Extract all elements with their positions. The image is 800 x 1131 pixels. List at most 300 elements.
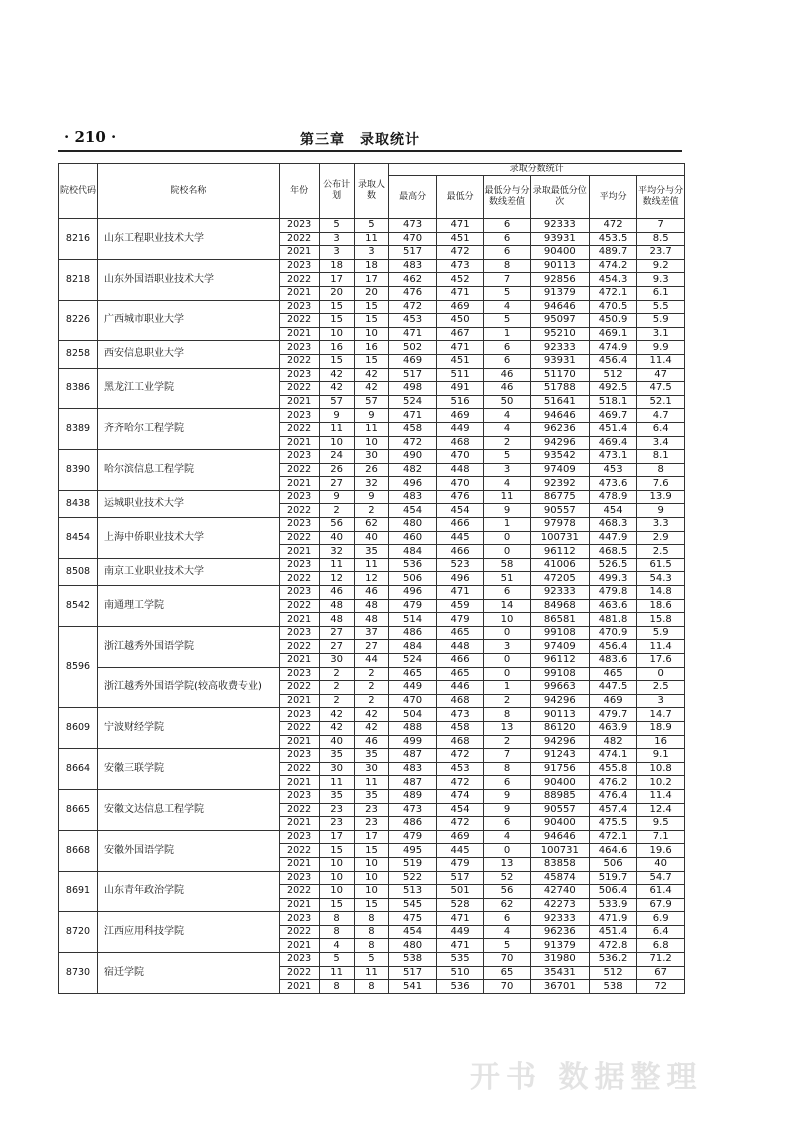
cell-min-diff: 6 [484, 219, 530, 233]
school-code: 8454 [59, 518, 98, 559]
cell-year: 2023 [279, 259, 319, 273]
cell-avg-score: 479.7 [589, 708, 636, 722]
cell-avg-score: 465 [589, 667, 636, 681]
cell-min-diff: 5 [484, 286, 530, 300]
cell-avg-diff: 52.1 [637, 395, 685, 409]
cell-min-rank: 90113 [530, 259, 589, 273]
cell-avg-score: 512 [589, 966, 636, 980]
header-min-rank: 录取最低分位次 [530, 176, 589, 219]
cell-avg-diff: 72 [637, 980, 685, 994]
cell-min-diff: 10 [484, 613, 530, 627]
cell-plan: 57 [319, 395, 354, 409]
cell-avg-diff: 5.9 [637, 626, 685, 640]
cell-min-score: 453 [436, 762, 483, 776]
cell-plan: 10 [319, 857, 354, 871]
cell-avg-score: 506.4 [589, 885, 636, 899]
cell-min-score: 501 [436, 885, 483, 899]
cell-max-score: 454 [389, 925, 436, 939]
cell-max-score: 473 [389, 803, 436, 817]
header-rule [58, 150, 682, 152]
cell-avg-diff: 0 [637, 667, 685, 681]
cell-min-diff: 8 [484, 259, 530, 273]
cell-avg-diff: 16 [637, 735, 685, 749]
cell-avg-diff: 61.5 [637, 558, 685, 572]
cell-max-score: 471 [389, 409, 436, 423]
cell-enrolled: 17 [354, 273, 389, 287]
cell-avg-diff: 12.4 [637, 803, 685, 817]
cell-max-score: 454 [389, 504, 436, 518]
cell-max-score: 496 [389, 586, 436, 600]
cell-avg-score: 454.3 [589, 273, 636, 287]
cell-year: 2023 [279, 300, 319, 314]
cell-avg-diff: 23.7 [637, 246, 685, 260]
cell-enrolled: 15 [354, 300, 389, 314]
cell-plan: 11 [319, 422, 354, 436]
cell-enrolled: 42 [354, 382, 389, 396]
cell-min-rank: 90557 [530, 504, 589, 518]
cell-enrolled: 10 [354, 436, 389, 450]
school-code: 8438 [59, 490, 98, 517]
cell-min-score: 472 [436, 776, 483, 790]
cell-year: 2022 [279, 232, 319, 246]
table-body [59, 219, 685, 994]
cell-min-score: 511 [436, 368, 483, 382]
cell-enrolled: 11 [354, 776, 389, 790]
school-name: 运城职业技术大学 [98, 490, 280, 517]
cell-min-diff: 7 [484, 749, 530, 763]
cell-avg-diff: 6.4 [637, 422, 685, 436]
table-row [59, 300, 685, 314]
cell-min-score: 471 [436, 219, 483, 233]
school-code: 8258 [59, 341, 98, 368]
cell-min-rank: 95210 [530, 327, 589, 341]
cell-min-diff: 2 [484, 735, 530, 749]
cell-avg-diff: 67 [637, 966, 685, 980]
cell-enrolled: 27 [354, 640, 389, 654]
cell-max-score: 517 [389, 246, 436, 260]
cell-plan: 40 [319, 531, 354, 545]
cell-year: 2023 [279, 871, 319, 885]
cell-avg-score: 499.3 [589, 572, 636, 586]
cell-enrolled: 42 [354, 368, 389, 382]
cell-enrolled: 20 [354, 286, 389, 300]
cell-year: 2023 [279, 912, 319, 926]
cell-min-diff: 9 [484, 803, 530, 817]
cell-avg-score: 463.6 [589, 599, 636, 613]
cell-year: 2021 [279, 545, 319, 559]
table-row [59, 871, 685, 885]
watermark: 开书 数据整理 [470, 1060, 703, 1095]
cell-min-score: 528 [436, 898, 483, 912]
cell-max-score: 483 [389, 259, 436, 273]
cell-avg-diff: 71.2 [637, 953, 685, 967]
cell-year: 2023 [279, 708, 319, 722]
cell-min-diff: 5 [484, 939, 530, 953]
cell-max-score: 471 [389, 327, 436, 341]
cell-plan: 56 [319, 518, 354, 532]
table-row [59, 518, 685, 532]
cell-min-score: 450 [436, 314, 483, 328]
cell-plan: 15 [319, 300, 354, 314]
cell-plan: 27 [319, 640, 354, 654]
cell-min-rank: 41006 [530, 558, 589, 572]
cell-plan: 17 [319, 273, 354, 287]
cell-min-rank: 94646 [530, 830, 589, 844]
cell-plan: 23 [319, 803, 354, 817]
school-code: 8720 [59, 912, 98, 953]
cell-min-diff: 4 [484, 477, 530, 491]
cell-avg-diff: 11.4 [637, 789, 685, 803]
cell-enrolled: 40 [354, 531, 389, 545]
cell-min-rank: 83858 [530, 857, 589, 871]
cell-plan: 8 [319, 980, 354, 994]
cell-avg-diff: 7.6 [637, 477, 685, 491]
cell-min-rank: 86775 [530, 490, 589, 504]
cell-enrolled: 5 [354, 219, 389, 233]
cell-plan: 48 [319, 613, 354, 627]
cell-min-score: 471 [436, 912, 483, 926]
cell-avg-diff: 13.9 [637, 490, 685, 504]
cell-min-rank: 45874 [530, 871, 589, 885]
cell-avg-diff: 3 [637, 694, 685, 708]
school-name: 哈尔滨信息工程学院 [98, 450, 280, 491]
cell-plan: 15 [319, 314, 354, 328]
table-row [59, 450, 685, 464]
cell-plan: 42 [319, 708, 354, 722]
cell-avg-score: 468.5 [589, 545, 636, 559]
cell-min-diff: 6 [484, 776, 530, 790]
cell-year: 2023 [279, 368, 319, 382]
cell-min-diff: 13 [484, 721, 530, 735]
cell-min-score: 454 [436, 803, 483, 817]
cell-min-score: 458 [436, 721, 483, 735]
cell-avg-score: 472.1 [589, 286, 636, 300]
cell-year: 2023 [279, 490, 319, 504]
cell-avg-score: 470.9 [589, 626, 636, 640]
cell-enrolled: 48 [354, 613, 389, 627]
cell-min-diff: 3 [484, 463, 530, 477]
cell-avg-diff: 10.8 [637, 762, 685, 776]
cell-avg-diff: 7.1 [637, 830, 685, 844]
cell-min-diff: 6 [484, 817, 530, 831]
cell-min-rank: 96236 [530, 422, 589, 436]
cell-enrolled: 8 [354, 980, 389, 994]
cell-min-score: 491 [436, 382, 483, 396]
cell-avg-diff: 47.5 [637, 382, 685, 396]
cell-enrolled: 2 [354, 504, 389, 518]
cell-min-score: 472 [436, 817, 483, 831]
cell-min-diff: 1 [484, 681, 530, 695]
page-number: · 210 · [64, 128, 117, 146]
cell-min-diff: 70 [484, 980, 530, 994]
cell-min-score: 473 [436, 708, 483, 722]
cell-avg-diff: 67.9 [637, 898, 685, 912]
cell-enrolled: 35 [354, 749, 389, 763]
cell-avg-diff: 2.9 [637, 531, 685, 545]
cell-min-rank: 93931 [530, 354, 589, 368]
cell-max-score: 498 [389, 382, 436, 396]
cell-year: 2021 [279, 613, 319, 627]
table-row [59, 912, 685, 926]
cell-year: 2021 [279, 857, 319, 871]
cell-max-score: 484 [389, 545, 436, 559]
cell-max-score: 538 [389, 953, 436, 967]
cell-plan: 30 [319, 762, 354, 776]
school-code: 8664 [59, 749, 98, 790]
cell-year: 2021 [279, 817, 319, 831]
cell-avg-diff: 10.2 [637, 776, 685, 790]
cell-avg-diff: 54.7 [637, 871, 685, 885]
cell-min-rank: 86581 [530, 613, 589, 627]
cell-avg-score: 482 [589, 735, 636, 749]
cell-year: 2022 [279, 885, 319, 899]
cell-avg-score: 478.9 [589, 490, 636, 504]
cell-enrolled: 15 [354, 898, 389, 912]
cell-min-diff: 4 [484, 830, 530, 844]
cell-enrolled: 10 [354, 871, 389, 885]
cell-min-score: 469 [436, 830, 483, 844]
cell-enrolled: 62 [354, 518, 389, 532]
cell-min-rank: 86120 [530, 721, 589, 735]
table-row [59, 341, 685, 355]
table-row [59, 368, 685, 382]
cell-min-rank: 92333 [530, 586, 589, 600]
school-name: 西安信息职业大学 [98, 341, 280, 368]
cell-year: 2021 [279, 980, 319, 994]
school-name: 安徽外国语学院 [98, 830, 280, 871]
cell-max-score: 483 [389, 490, 436, 504]
cell-min-rank: 91243 [530, 749, 589, 763]
cell-year: 2023 [279, 409, 319, 423]
cell-year: 2023 [279, 789, 319, 803]
cell-min-score: 471 [436, 286, 483, 300]
cell-plan: 16 [319, 341, 354, 355]
cell-enrolled: 15 [354, 314, 389, 328]
header-avg-diff: 平均分与分数线差值 [637, 176, 685, 219]
cell-enrolled: 11 [354, 558, 389, 572]
cell-avg-score: 489.7 [589, 246, 636, 260]
cell-plan: 30 [319, 654, 354, 668]
cell-year: 2021 [279, 654, 319, 668]
cell-min-rank: 90557 [530, 803, 589, 817]
cell-max-score: 504 [389, 708, 436, 722]
cell-year: 2021 [279, 477, 319, 491]
cell-avg-score: 456.4 [589, 640, 636, 654]
cell-year: 2022 [279, 599, 319, 613]
school-name: 江西应用科技学院 [98, 912, 280, 953]
cell-avg-diff: 8.1 [637, 450, 685, 464]
cell-year: 2021 [279, 776, 319, 790]
cell-avg-diff: 5.5 [637, 300, 685, 314]
cell-min-rank: 91379 [530, 939, 589, 953]
cell-avg-score: 469.7 [589, 409, 636, 423]
school-code: 8386 [59, 368, 98, 409]
cell-enrolled: 2 [354, 694, 389, 708]
cell-enrolled: 12 [354, 572, 389, 586]
cell-avg-score: 472.8 [589, 939, 636, 953]
cell-min-diff: 46 [484, 382, 530, 396]
cell-max-score: 473 [389, 219, 436, 233]
cell-min-rank: 92333 [530, 341, 589, 355]
school-name: 上海中侨职业技术大学 [98, 518, 280, 559]
cell-min-score: 471 [436, 586, 483, 600]
cell-min-score: 466 [436, 518, 483, 532]
cell-min-score: 459 [436, 599, 483, 613]
cell-enrolled: 11 [354, 232, 389, 246]
cell-avg-diff: 18.9 [637, 721, 685, 735]
cell-min-score: 468 [436, 694, 483, 708]
cell-year: 2023 [279, 586, 319, 600]
cell-min-diff: 11 [484, 490, 530, 504]
cell-min-score: 445 [436, 531, 483, 545]
header-min: 最低分 [436, 176, 483, 219]
cell-plan: 2 [319, 504, 354, 518]
cell-plan: 5 [319, 953, 354, 967]
cell-min-diff: 2 [484, 436, 530, 450]
cell-min-rank: 93931 [530, 232, 589, 246]
cell-min-score: 472 [436, 246, 483, 260]
cell-max-score: 484 [389, 640, 436, 654]
school-name: 南京工业职业技术大学 [98, 558, 280, 585]
cell-avg-score: 474.1 [589, 749, 636, 763]
header-code: 院校代码 [59, 164, 98, 219]
cell-avg-score: 471.9 [589, 912, 636, 926]
cell-min-rank: 100731 [530, 844, 589, 858]
cell-min-rank: 84968 [530, 599, 589, 613]
cell-min-rank: 47205 [530, 572, 589, 586]
cell-max-score: 486 [389, 626, 436, 640]
header-plan: 公布计划 [319, 164, 354, 219]
cell-avg-diff: 3.1 [637, 327, 685, 341]
cell-enrolled: 9 [354, 409, 389, 423]
cell-avg-diff: 9.1 [637, 749, 685, 763]
cell-min-score: 470 [436, 450, 483, 464]
cell-min-score: 469 [436, 300, 483, 314]
cell-enrolled: 8 [354, 925, 389, 939]
cell-avg-score: 473.1 [589, 450, 636, 464]
cell-max-score: 460 [389, 531, 436, 545]
cell-plan: 3 [319, 232, 354, 246]
school-name: 南通理工学院 [98, 586, 280, 627]
cell-min-rank: 88985 [530, 789, 589, 803]
cell-min-diff: 4 [484, 300, 530, 314]
cell-avg-score: 538 [589, 980, 636, 994]
school-name: 广西城市职业大学 [98, 300, 280, 341]
cell-max-score: 506 [389, 572, 436, 586]
cell-min-score: 474 [436, 789, 483, 803]
cell-max-score: 479 [389, 830, 436, 844]
cell-year: 2023 [279, 219, 319, 233]
cell-min-rank: 35431 [530, 966, 589, 980]
cell-max-score: 475 [389, 912, 436, 926]
cell-year: 2022 [279, 640, 319, 654]
cell-min-score: 467 [436, 327, 483, 341]
cell-min-rank: 42273 [530, 898, 589, 912]
cell-avg-diff: 6.4 [637, 925, 685, 939]
table-row [59, 259, 685, 273]
cell-enrolled: 46 [354, 735, 389, 749]
cell-avg-score: 483.6 [589, 654, 636, 668]
cell-plan: 15 [319, 354, 354, 368]
cell-enrolled: 9 [354, 490, 389, 504]
cell-year: 2022 [279, 762, 319, 776]
cell-min-diff: 0 [484, 545, 530, 559]
cell-max-score: 458 [389, 422, 436, 436]
school-code: 8218 [59, 259, 98, 300]
table-row [59, 953, 685, 967]
cell-min-rank: 90400 [530, 817, 589, 831]
cell-avg-score: 447.9 [589, 531, 636, 545]
cell-year: 2021 [279, 327, 319, 341]
cell-min-rank: 97409 [530, 640, 589, 654]
cell-enrolled: 26 [354, 463, 389, 477]
cell-avg-diff: 9.2 [637, 259, 685, 273]
cell-avg-score: 473.6 [589, 477, 636, 491]
cell-avg-diff: 9.3 [637, 273, 685, 287]
cell-min-score: 517 [436, 871, 483, 885]
school-name: 宁波财经学院 [98, 708, 280, 749]
cell-min-rank: 94646 [530, 409, 589, 423]
cell-max-score: 486 [389, 817, 436, 831]
cell-min-diff: 3 [484, 640, 530, 654]
cell-avg-score: 506 [589, 857, 636, 871]
cell-avg-score: 470.5 [589, 300, 636, 314]
cell-plan: 12 [319, 572, 354, 586]
cell-min-diff: 58 [484, 558, 530, 572]
table-row [59, 830, 685, 844]
table-row [59, 708, 685, 722]
cell-min-score: 472 [436, 749, 483, 763]
cell-min-score: 476 [436, 490, 483, 504]
cell-min-score: 496 [436, 572, 483, 586]
school-name: 山东青年政治学院 [98, 871, 280, 912]
cell-max-score: 480 [389, 518, 436, 532]
cell-year: 2021 [279, 939, 319, 953]
cell-min-score: 470 [436, 477, 483, 491]
table-row [59, 558, 685, 572]
cell-max-score: 472 [389, 300, 436, 314]
cell-min-rank: 92856 [530, 273, 589, 287]
cell-max-score: 453 [389, 314, 436, 328]
school-code: 8390 [59, 450, 98, 491]
cell-min-diff: 52 [484, 871, 530, 885]
cell-plan: 24 [319, 450, 354, 464]
cell-min-diff: 62 [484, 898, 530, 912]
cell-min-score: 516 [436, 395, 483, 409]
cell-min-rank: 92392 [530, 477, 589, 491]
school-name: 山东外国语职业技术大学 [98, 259, 280, 300]
cell-min-score: 466 [436, 654, 483, 668]
cell-max-score: 465 [389, 667, 436, 681]
cell-avg-diff: 14.7 [637, 708, 685, 722]
cell-avg-score: 455.8 [589, 762, 636, 776]
cell-enrolled: 23 [354, 817, 389, 831]
cell-year: 2023 [279, 450, 319, 464]
cell-avg-score: 472 [589, 219, 636, 233]
cell-enrolled: 35 [354, 789, 389, 803]
cell-year: 2022 [279, 382, 319, 396]
cell-year: 2022 [279, 354, 319, 368]
cell-avg-score: 469 [589, 694, 636, 708]
cell-year: 2022 [279, 844, 319, 858]
cell-min-diff: 6 [484, 912, 530, 926]
cell-avg-diff: 11.4 [637, 354, 685, 368]
cell-plan: 2 [319, 681, 354, 695]
cell-plan: 9 [319, 409, 354, 423]
cell-plan: 46 [319, 586, 354, 600]
cell-avg-score: 463.9 [589, 721, 636, 735]
cell-avg-diff: 5.9 [637, 314, 685, 328]
